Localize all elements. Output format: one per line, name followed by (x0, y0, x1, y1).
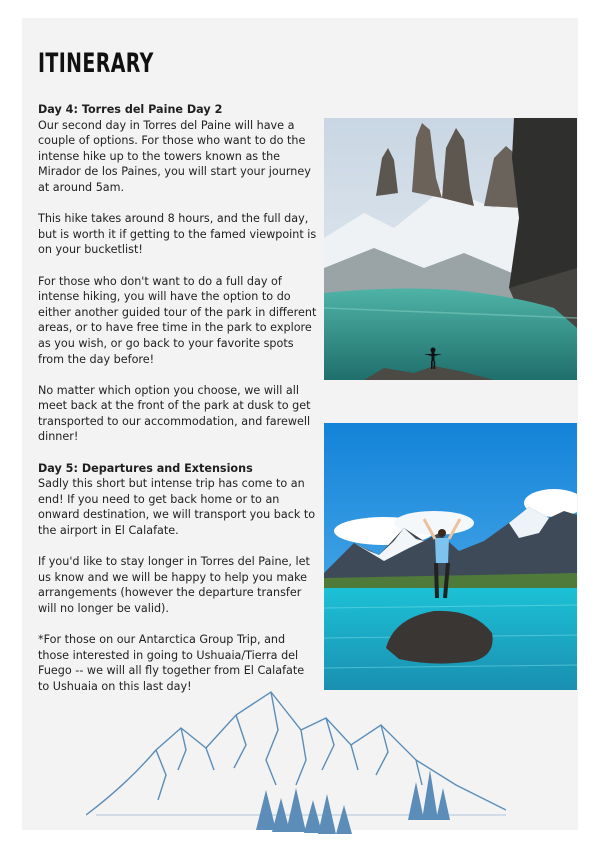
day5-paragraph-1: Sadly this short but intense trip has come to an end! If you need to get back home or to an onward destination, we will transport you back to the airport in El Calafate. (38, 477, 316, 538)
itinerary-text (38, 102, 318, 710)
day4-block (38, 102, 318, 196)
day5-paragraph-2: If you'd like to stay longer in Torres del Paine, let us know and we will be happy to help you make arrangements (however the departure transfer will no longer be valid). (38, 555, 310, 615)
day4-paragraph-4: No matter which option you choose, we will all meet back at the front of the park at dusk to get transported to our accommodation, and farewell dinner! (38, 383, 311, 444)
page-title: ITINERARY (38, 48, 154, 79)
day4-paragraph-3: For those who don't want to do a full day of intense hiking, you will have the option to do either another guided tour of the park in different areas, or to have free time in the park to explore as you wish, or go back to your favorite spots from the day before! (38, 274, 317, 366)
lake-rock-hiker-photo (324, 423, 577, 690)
day4-paragraph-1: Our second day in Torres del Paine will have a couple of options. For those who want to do the intense hike up to the towers known as the Mirador de los Paines, you will start your journey at around 5am. (38, 118, 311, 194)
day5-paragraph-3: *For those on our Antarctica Group Trip, and those interested in going to Ushuaia/Tierra del Fuego -- we will all fly together from El Calafate to Ushuaia on this last day! (38, 633, 305, 693)
day4-heading: Day 4: Torres del Paine Day 2 (38, 103, 223, 116)
torres-del-paine-towers-photo (324, 118, 577, 380)
day5-heading: Day 5: Departures and Extensions (38, 461, 253, 475)
mountain-illustration (86, 690, 506, 844)
day4-paragraph-2: This hike takes around 8 hours, and the full day, but is worth it if getting to the famed viewpoint is on your bucketlist! (38, 212, 317, 257)
day5-block (38, 461, 318, 539)
